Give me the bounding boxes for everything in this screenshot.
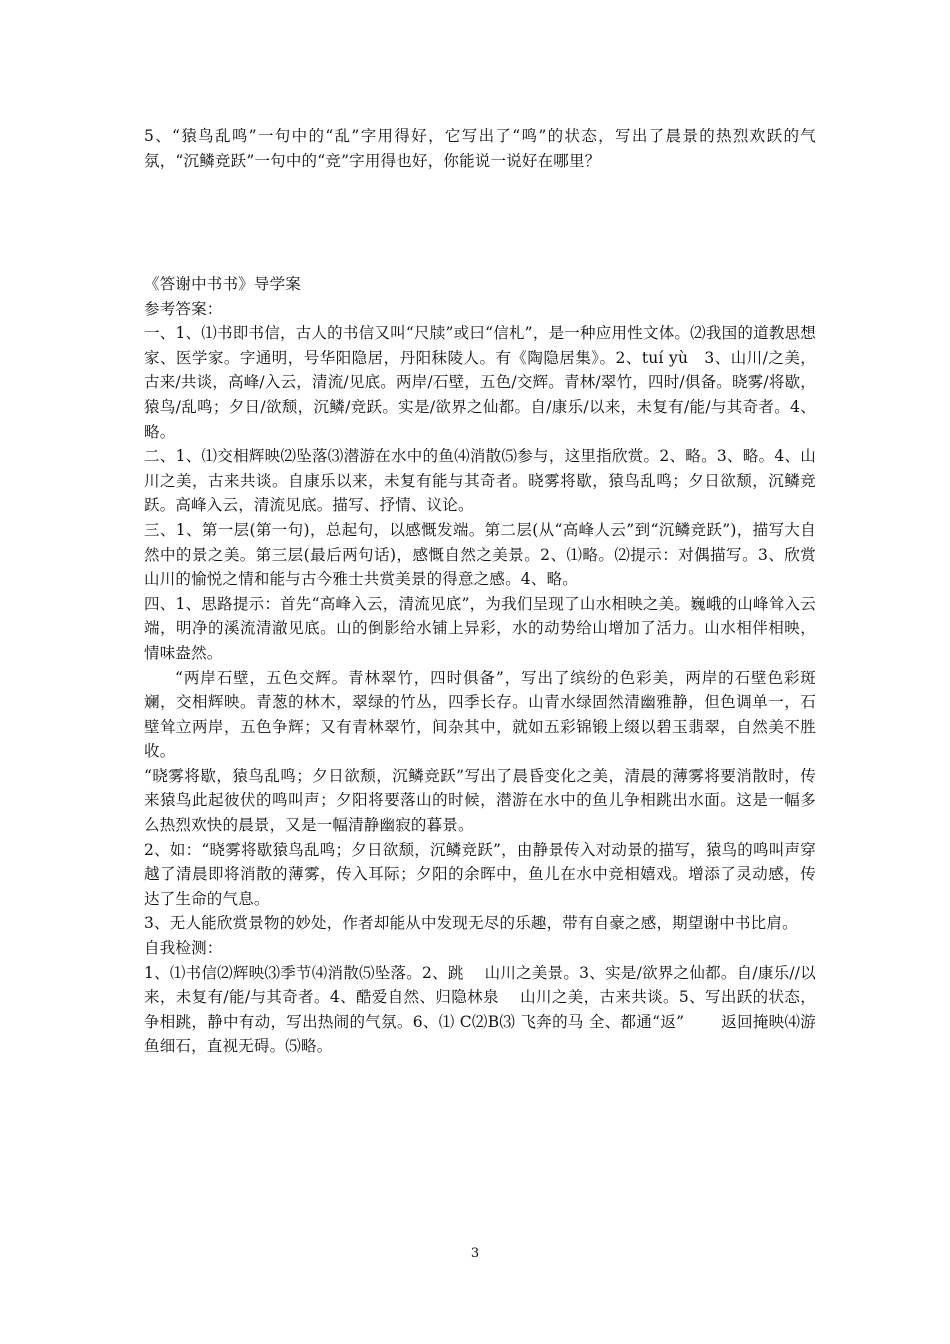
answer-part-4-3: 3、无人能欣赏景物的妙处，作者却能从中发现无尽的乐趣，带有自豪之感，期望谢中书比肩。: [144, 914, 798, 933]
answer-part-3: 三、1、第一层(第一句)，总起句，以感慨发端。第二层(从“高峰人云”到“沉鳞竞跃”)，描写大自然中的景之美。第三层(最后两句话)，感慨自然之美景。2、⑴略。⑵提示：对偶描写。3、欣赏山川的愉悦之情和能与古今雅士共赏美景的得意之感。4、略。: [144, 520, 816, 589]
answer-part-4-1-cont-a: “两岸石壁，五色交辉。青林翠竹，四时俱备”，写出了缤纷的色彩美，两岸的石壁色彩斑斓，交相辉映。青葱的林木，翠绿的竹丛，四季长存。山青水绿固然清幽雅静，但色调单一，石壁耸立两岸，五色争辉；又有青林翠竹，间杂其中，就如五彩锦锻上缀以碧玉翡翠，自然美不胜收。: [144, 668, 816, 761]
page-number: 3: [470, 1246, 480, 1261]
question-5: [144, 124, 816, 173]
answer-part-2: 二、1、⑴交相辉映⑵坠落⑶潜游在水中的鱼⑷消散⑸参与，这里指欣赏。2、略。3、略。4、山川之美，古来共谈。自康乐以来，未复有能与其奇者。晓雾将歇，猿鸟乱鸣；夕日欲颓，沉鳞竞跃。高峰入云，清流见底。描写、抒情、议论。: [144, 447, 816, 515]
answer-section: [144, 272, 816, 1059]
self-check-label: 自我检测：: [144, 939, 223, 958]
self-check-answers: 1、⑴书信⑵辉映⑶季节⑷消散⑸坠落。2、跳 山川之美景。3、实是/欲界之仙都。自/康乐//以来，未复有/能/与其奇者。4、酷爱自然、归隐林泉 山川之美，古来共谈。5、写出跃的状态，争相跳，静中有动，写出热闹的气氛。6、⑴ C⑵B⑶ 飞奔的马 全、都通“返” 返回掩映⑷游鱼细石，直视无碍。⑸略。: [144, 963, 816, 1056]
question-text: 5、“猿鸟乱鸣”一句中的“乱”字用得好，它写出了“鸣”的状态，写出了晨景的热烈欢跃的气氛，“沉鳞竞跃”一句中的“竞”字用得也好，你能说一说好在哪里？: [144, 127, 816, 170]
answer-part-4-1: 四、1、思路提示：首先“高峰入云，清流见底”，为我们呈现了山水相映之美。巍峨的山峰耸入云端，明净的溪流清澈见底。山的倒影给水铺上异彩，水的动势给山增加了活力。山水相伴相映，情味盎然。: [144, 594, 816, 662]
section-title: 《答谢中书书》导学案: [144, 275, 302, 293]
answer-part-4-2: 2、如：“晓雾将歇猿鸟乱鸣；夕日欲颓，沉鳞竞跃”，由静景传入对动景的描写，猿鸟的鸣叫声穿越了清晨即将消散的薄雾，传入耳际；夕阳的余晖中，鱼儿在水中竞相嬉戏。增添了灵动感，传达了生命的气息。: [144, 840, 816, 908]
answer-part-4-1-cont-b: “晓雾将歇，猿鸟乱鸣；夕日欲颓，沉鳞竞跃”写出了晨昏变化之美，清晨的薄雾将要消散时，传来猿鸟此起彼伏的鸣叫声；夕阳将要落山的时候，潜游在水中的鱼儿争相跳出水面。这是一幅多么热烈欢快的晨景，又是一幅清静幽寂的暮景。: [144, 766, 816, 835]
answer-label: 参考答案：: [144, 299, 223, 318]
answer-part-1: 一、1、⑴书即书信，古人的书信又叫“尺牍”或曰“信札”，是一种应用性文体。⑵我国的道教思想家、医学家。字通明，号华阳隐居，丹阳秣陵人。有《陶隐居集》。2、tuí yù 3、山川/之美，古来/共谈，高峰/入云，清流/见底。两岸/石壁，五色/交辉。青林/翠竹，四时/俱备。晓雾/将歇，猿鸟/乱鸣；夕日/欲颓，沉鳞/竞跃。实是/欲界之仙都。自/康乐/以来，未复有/能/与其奇者。4、略。: [144, 324, 816, 441]
